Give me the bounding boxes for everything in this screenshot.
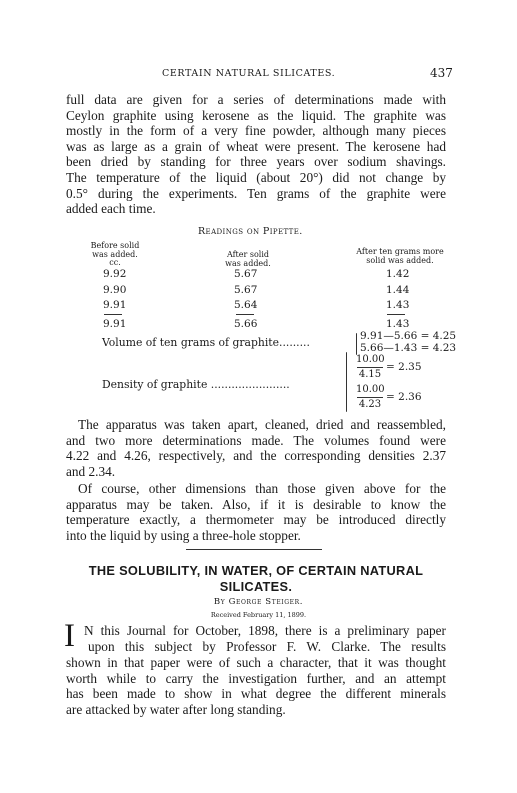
text-line: Of course, other dimensions than those given above for the: [78, 481, 446, 496]
table-cell: 9.90: [103, 284, 127, 296]
table-title: Readings on Pipette.: [198, 226, 303, 237]
density-fraction: [356, 354, 384, 365]
volume-label: Volume of ten grams of graphite.........: [102, 336, 310, 349]
article-first-lines: [84, 623, 446, 654]
title-line: SILICATES.: [219, 579, 293, 594]
text-line: worth while to carry the investigation further, and an attempt: [66, 670, 446, 686]
table-mean: 1.43: [386, 318, 410, 330]
header-line: solid was added.: [366, 255, 434, 265]
column-header-after-ten-grams: [340, 248, 460, 265]
fraction-numerator: 10.00: [356, 384, 385, 395]
text-line: added each time.: [66, 201, 156, 217]
text-line: full data are given for a series of determinations made with: [66, 92, 446, 107]
page-number: 437: [430, 66, 453, 80]
paragraph: [66, 481, 446, 543]
fraction-bar: [357, 397, 383, 398]
density-fraction-denominator: 4.23: [358, 399, 382, 410]
text-line: and two more determinations made. The volumes found were: [66, 432, 446, 448]
text-line: mostly in the form of a very fine powder, although many pieces: [66, 123, 446, 139]
text-line: 0.5° during the experiments. Ten grams of the graphite were: [66, 185, 446, 201]
drop-cap: I: [64, 618, 75, 654]
density-fraction-denominator: 4.15: [358, 369, 382, 380]
paragraph: [66, 417, 446, 479]
byline: By George Steiger.: [213, 597, 304, 607]
table-mean: 9.91: [103, 318, 127, 330]
header-line: was added.: [92, 249, 138, 259]
table-cell: 5.67: [234, 268, 258, 280]
text-line: 4.22 and 4.26, respectively, and the corresponding densities 2.37: [66, 448, 446, 464]
header-line: was added.: [225, 258, 271, 268]
text-line: has been made to show in what degree the different minerals: [66, 686, 446, 702]
table-cell: 5.67: [234, 284, 258, 296]
running-head: CERTAIN NATURAL SILICATES.: [162, 68, 336, 79]
text-line: and 2.34.: [66, 463, 116, 479]
column-header-before: [80, 242, 150, 268]
volume-brace: [356, 333, 357, 355]
received-date: Received February 11, 1899.: [210, 611, 307, 619]
fraction-numerator: 10.00: [356, 354, 385, 365]
density-result: = 2.36: [386, 391, 422, 403]
title-line: THE SOLUBILITY, IN WATER, OF CERTAIN NATURAL: [88, 563, 424, 578]
header-line: After solid: [226, 250, 270, 259]
section-divider: [186, 549, 322, 550]
table-cell: 9.92: [103, 268, 127, 280]
text-line: Ceylon graphite using kerosene as the liquid. The graphite was: [66, 107, 446, 123]
sum-rule: [104, 314, 122, 315]
density-label: Density of graphite .......................: [102, 378, 290, 391]
text-line: been dried by standing for three years over sodium shavings.: [66, 154, 446, 170]
text-line: The temperature of the liquid (about 20°) did not change by: [66, 169, 446, 185]
text-line: The apparatus was taken apart, cleaned, dried and reassembled,: [78, 417, 446, 432]
intro-paragraph: [66, 92, 446, 217]
header-line: After ten grams more: [356, 247, 444, 256]
text-line: apparatus may be taken. Also, if it is desirable to know the: [66, 496, 446, 512]
volume-equation: 9.91—5.66 = 4.25: [360, 330, 457, 342]
table-cell: 1.43: [386, 299, 410, 311]
sum-rule: [387, 314, 405, 315]
text-line: temperature exactly, a thermometer may be introduced directly: [66, 512, 446, 528]
column-header-after-solid: [213, 251, 283, 268]
density-result: = 2.35: [386, 361, 422, 373]
density-brace: [346, 352, 347, 412]
table-cell: 5.64: [234, 299, 258, 311]
text-line: N this Journal for October, 1898, there is a preliminary paper: [84, 623, 446, 638]
header-line: Before solid: [90, 241, 140, 250]
text-line: upon this subject by Professor F. W. Clarke. The results: [88, 638, 446, 654]
article-title: [66, 563, 446, 595]
sum-rule: [236, 314, 254, 315]
text-line: was as large as a grain of wheat were present. The kerosene had: [66, 138, 446, 154]
article-paragraph: [66, 655, 446, 717]
text-line: are attacked by water after long standing.: [66, 701, 286, 717]
text-line: shown in that paper were of such a character, that it was thought: [66, 655, 446, 670]
table-cell: 9.91: [103, 299, 127, 311]
table-mean: 5.66: [234, 318, 258, 330]
table-cell: 1.44: [386, 284, 410, 296]
header-line: cc.: [109, 258, 121, 267]
table-cell: 1.42: [386, 268, 410, 280]
density-fraction: [356, 384, 384, 395]
fraction-bar: [357, 367, 383, 368]
text-line: into the liquid by using a three-hole stopper.: [66, 527, 301, 543]
volume-equation: 5.66—1.43 = 4.23: [360, 342, 457, 354]
